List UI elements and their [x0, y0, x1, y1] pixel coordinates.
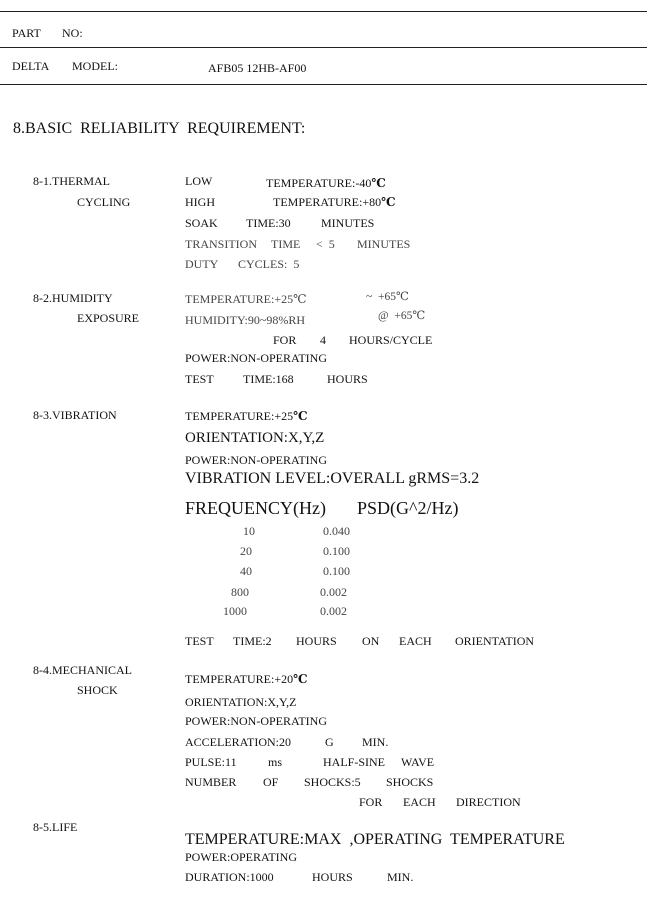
thermal-low: LOW [185, 174, 213, 188]
shock-accel: ACCELERATION:20 [185, 735, 291, 749]
life-dur-min: MIN. [387, 870, 414, 884]
section-title: 8.BASIC RELIABILITY REQUIREMENT: [13, 120, 306, 137]
vibration-test-on: ON [362, 634, 380, 648]
shock-label: 8-4.MECHANICAL [33, 663, 132, 677]
model-label: MODEL: [72, 59, 118, 73]
shock-pulse-wave: WAVE [401, 755, 435, 769]
life-label: 8-5.LIFE [33, 820, 78, 834]
vibration-test-orient: ORIENTATION [455, 634, 535, 648]
header-bottom-rule [0, 84, 647, 85]
vibration-orientation: ORIENTATION:X,Y,Z [185, 430, 325, 446]
humidity-test-unit: HOURS [327, 372, 368, 386]
humidity-label: 8-2.HUMIDITY [33, 291, 113, 305]
psd-row-freq: 800 [231, 585, 249, 599]
psd-row-psd: 0.100 [323, 564, 350, 578]
thermal-duty-cycles: CYCLES: 5 [238, 257, 300, 271]
top-rule [0, 11, 647, 12]
psd-row-psd: 0.002 [320, 604, 347, 618]
vibration-temp-text: TEMPERATURE:+25 [185, 409, 294, 423]
shock-label-2: SHOCK [77, 683, 118, 697]
life-temp: TEMPERATURE:MAX ,OPERATING TEMPERATURE [185, 831, 565, 848]
header-mid-rule [0, 47, 647, 48]
humidity-hum-at: @ +65℃ [378, 310, 426, 322]
delta-label: DELTA [12, 59, 50, 73]
thermal-high-temp [273, 196, 396, 208]
humidity-for: FOR [273, 333, 297, 347]
psd-row-freq: 40 [240, 564, 252, 578]
vibration-temp [185, 410, 308, 422]
shock-number-shocks-2: SHOCKS [386, 775, 434, 789]
shock-number-shocks: SHOCKS:5 [304, 775, 361, 789]
shock-for: FOR [359, 795, 383, 809]
shock-orientation: ORIENTATION:X,Y,Z [185, 695, 297, 709]
psd-row-freq: 10 [243, 524, 255, 538]
vibration-test-hours: HOURS [296, 634, 337, 648]
thermal-trans-lt: < 5 [316, 237, 335, 251]
thermal-soak-unit: MINUTES [321, 216, 375, 230]
vibration-freq-header: FREQUENCY(Hz) [185, 498, 326, 518]
humidity-temp-range: ~ +65℃ [366, 291, 409, 303]
psd-row-freq: 20 [240, 544, 252, 558]
humidity-test-time: TIME:168 [243, 372, 294, 386]
shock-for-each: EACH [403, 795, 436, 809]
part-no-label: NO: [62, 26, 83, 40]
thermal-transition: TRANSITION [185, 237, 257, 251]
thermal-label-2: CYCLING [77, 195, 131, 209]
life-dur-hours: HOURS [312, 870, 353, 884]
part-label: PART [12, 26, 41, 40]
shock-power: POWER:NON-OPERATING [185, 714, 327, 728]
thermal-low-temp [266, 177, 386, 189]
shock-pulse-half: HALF-SINE [323, 755, 385, 769]
shock-number-of: OF [263, 775, 279, 789]
thermal-high: HIGH [185, 195, 215, 209]
shock-pulse: PULSE:11 [185, 755, 237, 769]
psd-row-freq: 1000 [223, 604, 247, 618]
humidity-for-num: 4 [320, 333, 326, 347]
life-duration: DURATION:1000 [185, 870, 274, 884]
humidity-label-2: EXPOSURE [77, 311, 140, 325]
shock-number: NUMBER [185, 775, 237, 789]
thermal-low-deg: ℃ [371, 176, 386, 190]
thermal-trans-time: TIME [271, 237, 301, 251]
psd-row-psd: 0.100 [323, 544, 350, 558]
shock-pulse-ms: ms [268, 755, 283, 769]
vibration-level: VIBRATION LEVEL:OVERALL gRMS=3.2 [185, 470, 480, 487]
thermal-high-deg: ℃ [381, 195, 396, 209]
vibration-test-time: TIME:2 [233, 634, 272, 648]
vibration-label: 8-3.VIBRATION [33, 408, 117, 422]
vibration-temp-deg: ℃ [293, 409, 308, 423]
thermal-label: 8-1.THERMAL [33, 174, 110, 188]
psd-row-psd: 0.040 [323, 524, 350, 538]
shock-accel-g: G [325, 735, 334, 749]
psd-row-psd: 0.002 [320, 585, 347, 599]
thermal-duty: DUTY [185, 257, 219, 271]
humidity-test: TEST [185, 372, 214, 386]
vibration-test: TEST [185, 634, 214, 648]
humidity-power: POWER:NON-OPERATING [185, 351, 327, 365]
shock-for-dir: DIRECTION [456, 795, 521, 809]
thermal-high-temp-text: TEMPERATURE:+80 [273, 195, 382, 209]
thermal-soak: SOAK [185, 216, 218, 230]
thermal-soak-time: TIME:30 [246, 216, 291, 230]
shock-temp-text: TEMPERATURE:+20 [185, 672, 294, 686]
vibration-power: POWER:NON-OPERATING [185, 453, 327, 467]
shock-accel-min: MIN. [362, 735, 389, 749]
thermal-trans-unit: MINUTES [357, 237, 411, 251]
vibration-psd-header: PSD(G^2/Hz) [357, 498, 459, 518]
vibration-test-each: EACH [399, 634, 432, 648]
life-power: POWER:OPERATING [185, 850, 298, 864]
shock-temp-deg: ℃ [293, 672, 308, 686]
model-value: AFB05 12HB-AF00 [208, 61, 307, 75]
shock-temp [185, 673, 308, 685]
thermal-low-temp-text: TEMPERATURE:-40 [266, 176, 372, 190]
humidity-for-unit: HOURS/CYCLE [349, 333, 433, 347]
humidity-temp: TEMPERATURE:+25℃ [185, 292, 307, 306]
humidity-hum: HUMIDITY:90~98%RH [185, 313, 306, 327]
